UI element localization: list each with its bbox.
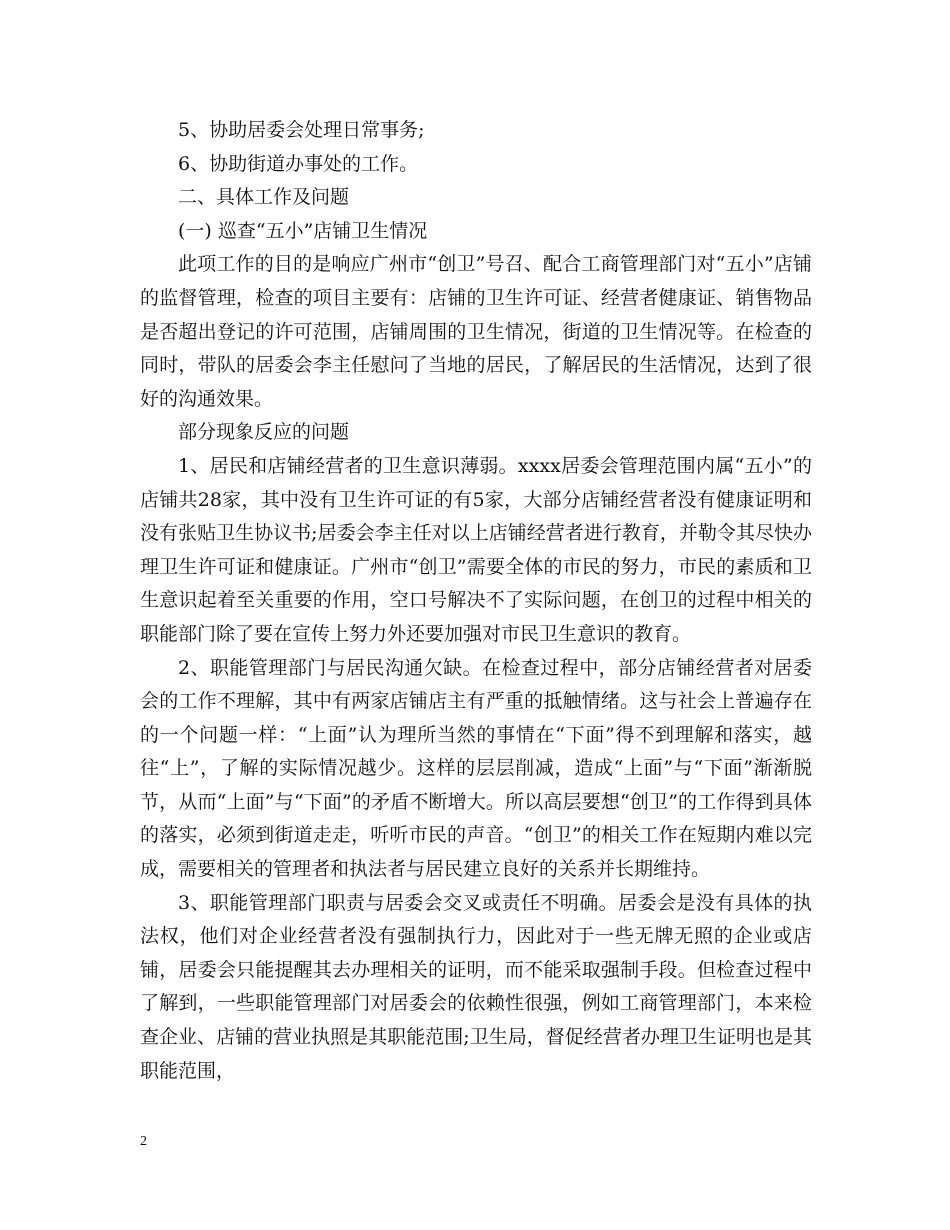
paragraph-purpose: 此项工作的目的是响应广州市“创卫”号召、配合工商管理部门对“五小”店铺的监督管理，检查的项目主要有：店铺的卫生许可证、经营者健康证、销售物品是否超出登记的许可范围，店铺周围的卫生情况，街道的卫生情况等。在检查的同时，带队的居委会李主任慰问了当地的居民，了解居民的生活情况，达到了很好的沟通效果。 — [140, 253, 812, 410]
section-heading: 二、具体工作及问题 — [178, 186, 350, 209]
document-body — [140, 114, 812, 1088]
problem-3: 3、职能管理部门职责与居委会交叉或责任不明确。居委会是没有具体的执法权，他们对企业经营者没有强制执行力，因此对于一些无牌无照的企业或店铺，居委会只能提醒其去办理相关的证明，而不能采取强制手段。但检查过程中了解到，一些职能管理部门对居委会的依赖性很强，例如工商管理部门，本来检查企业、店铺的营业执照是其职能范围;卫生局，督促经营者办理卫生证明也是其职能范围， — [140, 891, 812, 1082]
paragraph-item-6: 6、协助街道办事处的工作。 — [178, 152, 419, 175]
problems-heading: 部分现象反应的问题 — [178, 421, 350, 444]
subsection-heading: (一) 巡查“五小”店铺卫生情况 — [178, 219, 428, 242]
problem-2: 2、职能管理部门与居民沟通欠缺。在检查过程中，部分店铺经营者对居委会的工作不理解，其中有两家店铺店主有严重的抵触情绪。这与社会上普遍存在的一个问题一样：“上面”认为理所当然的事情在“下面”得不到理解和落实，越往“上”，了解的实际情况越少。这样的层层削减，造成“上面”与“下面”渐渐脱节，从而“上面”与“下面”的矛盾不断增大。所以高层要想“创卫”的工作得到具体的落实，必须到街道走走，听听市民的声音。“创卫”的相关工作在短期内难以完成，需要相关的管理者和执法者与居民建立良好的关系并长期维持。 — [140, 656, 812, 881]
page-number: 2 — [140, 1134, 147, 1149]
paragraph-item-5: 5、协助居委会处理日常事务; — [178, 119, 425, 141]
problem-1: 1、居民和店铺经营者的卫生意识薄弱。xxxx居委会管理范围内属“五小”的店铺共28家，其中没有卫生许可证的有5家，大部分店铺经营者没有健康证明和没有张贴卫生协议书;居委会李主任对以上店铺经营者进行教育，并勒令其尽快办理卫生许可证和健康证。广州市“创卫”需要全体的市民的努力，市民的素质和卫生意识起着至关重要的作用，空口号解决不了实际问题，在创卫的过程中相关的职能部门除了要在宣传上努力外还要加强对市民卫生意识的教育。 — [140, 454, 812, 645]
